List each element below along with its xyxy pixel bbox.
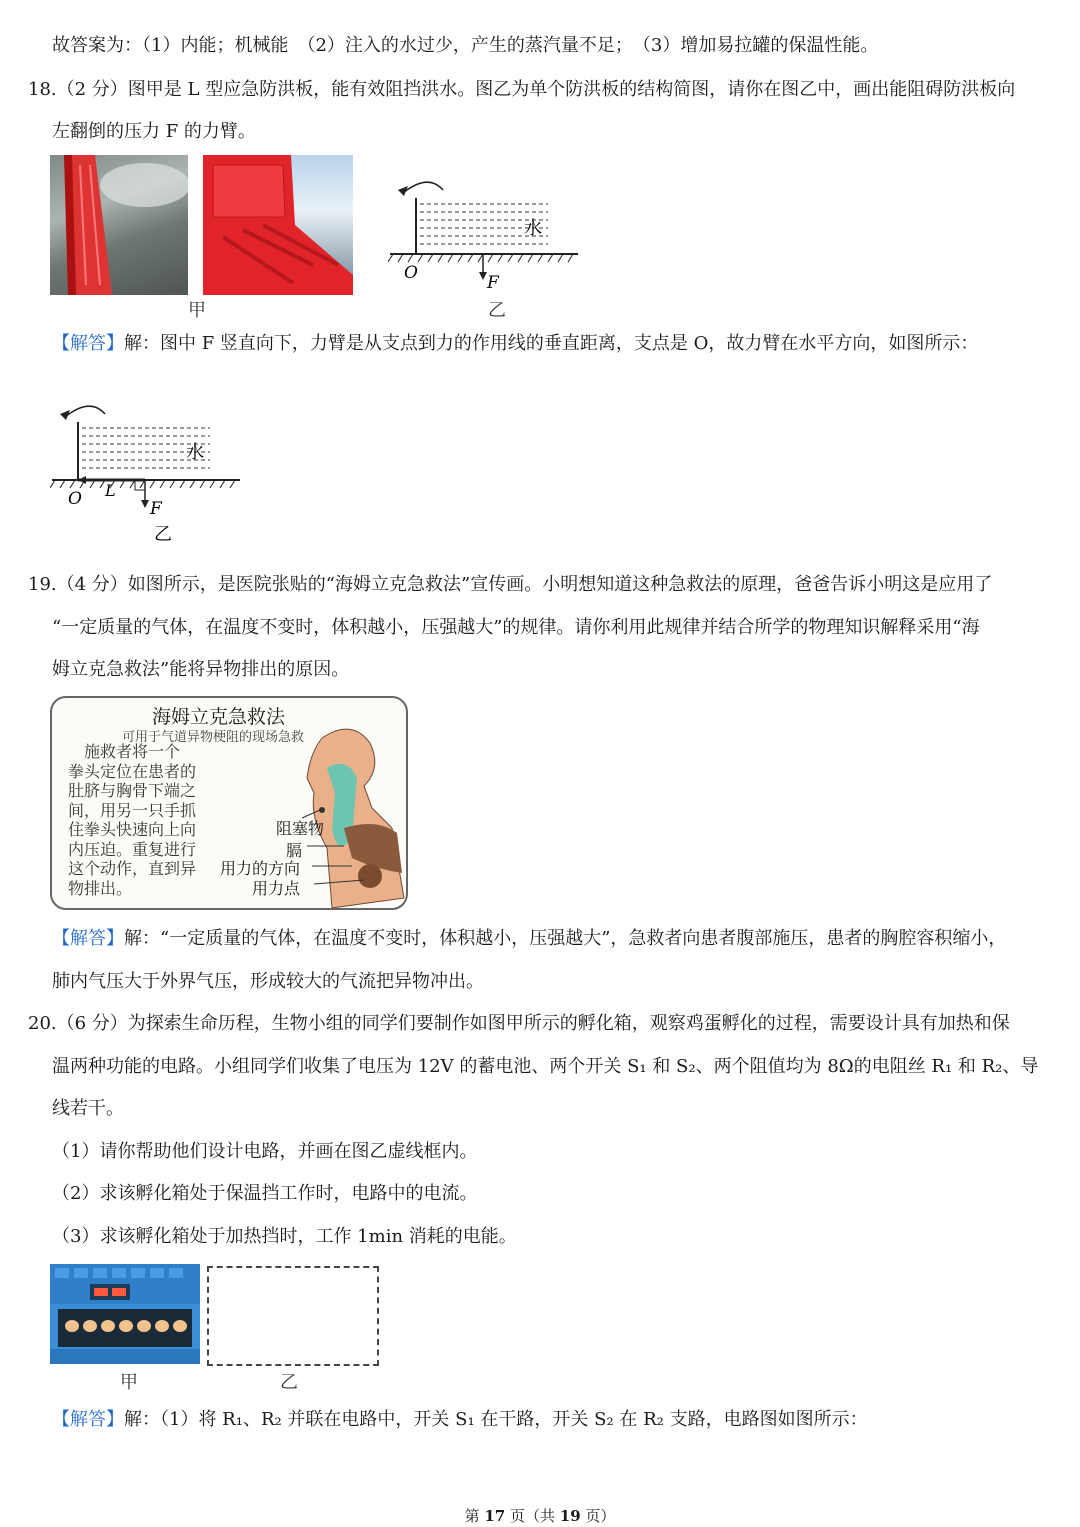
poster-subtitle: 可用于气道异物梗阻的现场急救 — [122, 730, 305, 745]
force-label: F — [487, 273, 499, 293]
poster-title: 海姆立克急救法 — [152, 706, 286, 728]
pivot-label-2: O — [68, 489, 82, 509]
lever-arm-diagram — [50, 392, 250, 551]
answer-20-text: 解：（1）将 R₁、R₂ 并联在电路中，开关 S₁ 在干路，开关 S₂ 在 R₂ 支路，电路图如图所示： — [124, 1409, 868, 1430]
caption-yi-18: 乙 — [488, 300, 506, 321]
flood-wall-photo-1 — [50, 155, 188, 295]
label-force-direction: 用力的方向 — [220, 859, 301, 878]
heimlich-poster — [50, 696, 408, 910]
question-18-line-1: 18.（2 分）图甲是 L 型应急防洪板，能有效阻挡洪水。图乙为单个防洪板的结构简图，请你在图乙中，画出能阻碍防洪板向 — [28, 79, 1016, 100]
caption-yi-ans18: 乙 — [154, 524, 172, 545]
question-20-part-1: （1）请你帮助他们设计电路，并画在图乙虚线框内。 — [52, 1141, 478, 1162]
poster-body: 施救者将一个 拳头定位在患者的 肚脐与胸骨下端之 间，用另一只手抓 住拳头快速向上向 内压迫。重复进行 这个动作，直到异 物排出。 — [68, 742, 197, 898]
answer-18 — [52, 332, 978, 356]
answer-19-text: 解：“一定质量的气体，在温度不变时，体积越小，压强越大”，急救者向患者腹部施压，患者的胸腔容积缩小， — [124, 928, 1007, 949]
answer-tag: 【解答】 — [52, 1409, 124, 1430]
answer-19-line-1 — [52, 927, 1006, 951]
water-label-2: 水 — [186, 442, 204, 463]
question-18-line-2: 左翻倒的压力 F 的力臂。 — [52, 121, 256, 142]
question-19-line-2: “一定质量的气体，在温度不变时，体积越小，压强越大”的规律。请你利用此规律并结合所学的物理知识解释采用“海 — [52, 617, 980, 638]
water-label: 水 — [524, 218, 542, 239]
caption-jia-20: 甲 — [120, 1372, 138, 1393]
answer-tag: 【解答】 — [52, 333, 124, 354]
question-20-line-1: 20.（6 分）为探索生命历程，生物小组的同学们要制作如图甲所示的孵化箱，观察鸡蛋孵化的过程，需要设计具有加热和保 — [28, 1013, 1010, 1034]
question-20-part-2: （2）求该孵化箱处于保温挡工作时，电路中的电流。 — [52, 1183, 478, 1204]
arm-label: L — [105, 481, 116, 500]
question-20-part-3: （3）求该孵化箱处于加热挡时，工作 1min 消耗的电能。 — [52, 1226, 517, 1247]
label-blockage: 阻塞物 — [276, 819, 325, 838]
question-20-line-2: 温两种功能的电路。小组同学们收集了电压为 12V 的蓄电池、两个开关 S₁ 和 S₂、两个阻值均为 8Ω的电阻丝 R₁ 和 R₂、导 — [52, 1056, 1039, 1077]
label-diaphragm: 膈 — [286, 841, 303, 860]
label-force-point: 用力点 — [252, 879, 301, 898]
flood-wall-photo-2 — [203, 155, 353, 295]
page-total: 19 — [559, 1507, 581, 1525]
pivot-label: O — [404, 263, 418, 283]
page-number: 17 — [484, 1507, 506, 1525]
answer-tag: 【解答】 — [52, 928, 124, 949]
caption-yi-20: 乙 — [280, 1372, 298, 1393]
question-19-line-3: 姆立克急救法”能将异物排出的原因。 — [52, 659, 350, 680]
caption-jia-18: 甲 — [188, 300, 206, 321]
question-20-line-3: 线若干。 — [52, 1098, 124, 1119]
answer-20 — [52, 1408, 868, 1432]
answer-line-17: 故答案为：（1）内能；机械能 （2）注入的水过少，产生的蒸汽量不足； （3）增加易拉罐的保温性能。 — [52, 35, 879, 56]
force-label-2: F — [150, 499, 162, 519]
circuit-dashed-box — [207, 1266, 379, 1366]
incubator-photo — [50, 1264, 200, 1364]
question-19-line-1: 19.（4 分）如图所示，是医院张贴的“海姆立克急救法”宣传画。小明想知道这种急救法的原理，爸爸告诉小明这是应用了 — [28, 574, 993, 595]
answer-19-line-2: 肺内气压大于外界气压，形成较大的气流把异物冲出。 — [52, 971, 484, 992]
answer-18-text: 解：图中 F 竖直向下，力臂是从支点到力的作用线的垂直距离，支点是 O，故力臂在水平方向，如图所示： — [124, 333, 979, 354]
page-footer: 第 17 页（共 19 页） — [464, 1507, 616, 1525]
